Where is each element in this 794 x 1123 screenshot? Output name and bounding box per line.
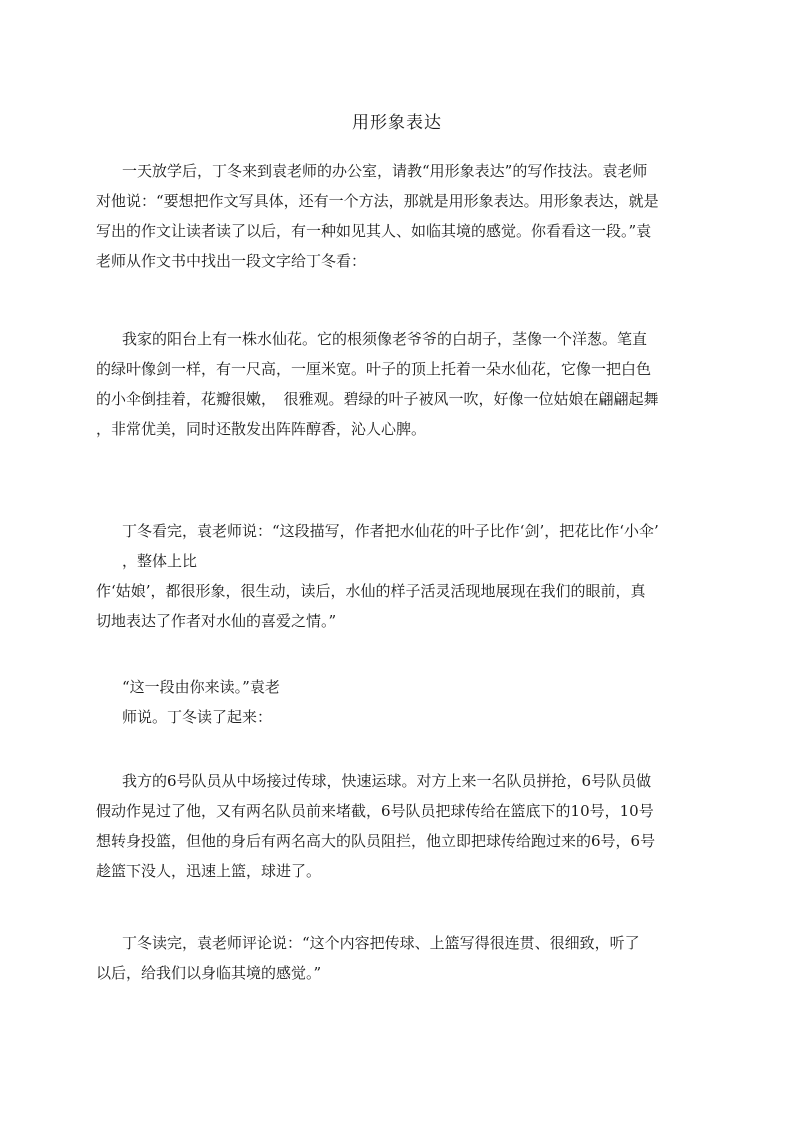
paragraph-4 xyxy=(96,672,711,732)
paragraph-line: 我方的6号队员从中场接过传球，快速运球。对方上来一名队员拼抢，6号队员做 xyxy=(122,772,652,790)
paragraph-line: 对他说：“要想把作文写具体，还有一个方法，那就是用形象表达。用形象表达，就是 xyxy=(96,192,659,210)
document-title: 用形象表达 xyxy=(352,113,442,133)
paragraph-line: 写出的作文让读者读了以后，有一种如见其人、如临其境的感觉。你看看这一段。”袁 xyxy=(96,222,652,240)
paragraph-6 xyxy=(96,928,711,988)
paragraph-line: 以后，给我们以身临其境的感觉。” xyxy=(96,964,322,982)
paragraph-line: 切地表达了作者对水仙的喜爱之情。” xyxy=(96,612,337,630)
paragraph-line: 作‘姑娘’，都很形象，很生动，读后，水仙的样子活灵活现地展现在我们的眼前，真 xyxy=(96,582,646,600)
paragraph-2 xyxy=(96,324,711,444)
paragraph-line: ，非常优美，同时还散发出阵阵醇香，沁人心脾。 xyxy=(96,420,427,438)
paragraph-3 xyxy=(96,516,711,636)
paragraph-line: 想转身投篮，但他的身后有两名高大的队员阻拦，他立即把球传给跑过来的6号，6号 xyxy=(96,832,656,850)
paragraph-line: 丁冬读完，袁老师评论说：“这个内容把传球、上篮写得很连贯、很细致，听了 xyxy=(122,934,640,952)
paragraph-line: 老师从作文书中找出一段文字给丁冬看： xyxy=(96,252,367,270)
paragraph-line: 师说。丁冬读了起来： xyxy=(122,708,273,726)
paragraph-line: 我家的阳台上有一株水仙花。它的根须像老爷爷的白胡子，茎像一个洋葱。笔直 xyxy=(122,330,648,348)
paragraph-5 xyxy=(96,766,711,886)
paragraph-line: 的绿叶像剑一样，有一尺高，一厘米宽。叶子的顶上托着一朵水仙花，它像一把白色 xyxy=(96,360,652,378)
paragraph-line: 趁篮下没人，迅速上篮，球进了。 xyxy=(96,862,322,880)
paragraph-line: ，整体上比 xyxy=(122,552,198,570)
paragraph-line: 丁冬看完，袁老师说：“这段描写，作者把水仙花的叶子比作‘剑’，把花比作‘小伞’ xyxy=(122,522,659,540)
paragraph-1 xyxy=(96,156,711,276)
paragraph-line: 的小伞倒挂着，花瓣很嫩， 很雅观。碧绿的叶子被风一吹，好像一位姑娘在翩翩起舞 xyxy=(96,390,659,408)
paragraph-line: 假动作晃过了他，又有两名队员前来堵截，6号队员把球传给在篮底下的10号，10号 xyxy=(96,802,654,820)
paragraph-line: “这一段由你来读。”袁老 xyxy=(122,678,280,696)
paragraph-line: 一天放学后，丁冬来到袁老师的办公室，请教“用形象表达”的写作技法。袁老师 xyxy=(122,162,648,180)
